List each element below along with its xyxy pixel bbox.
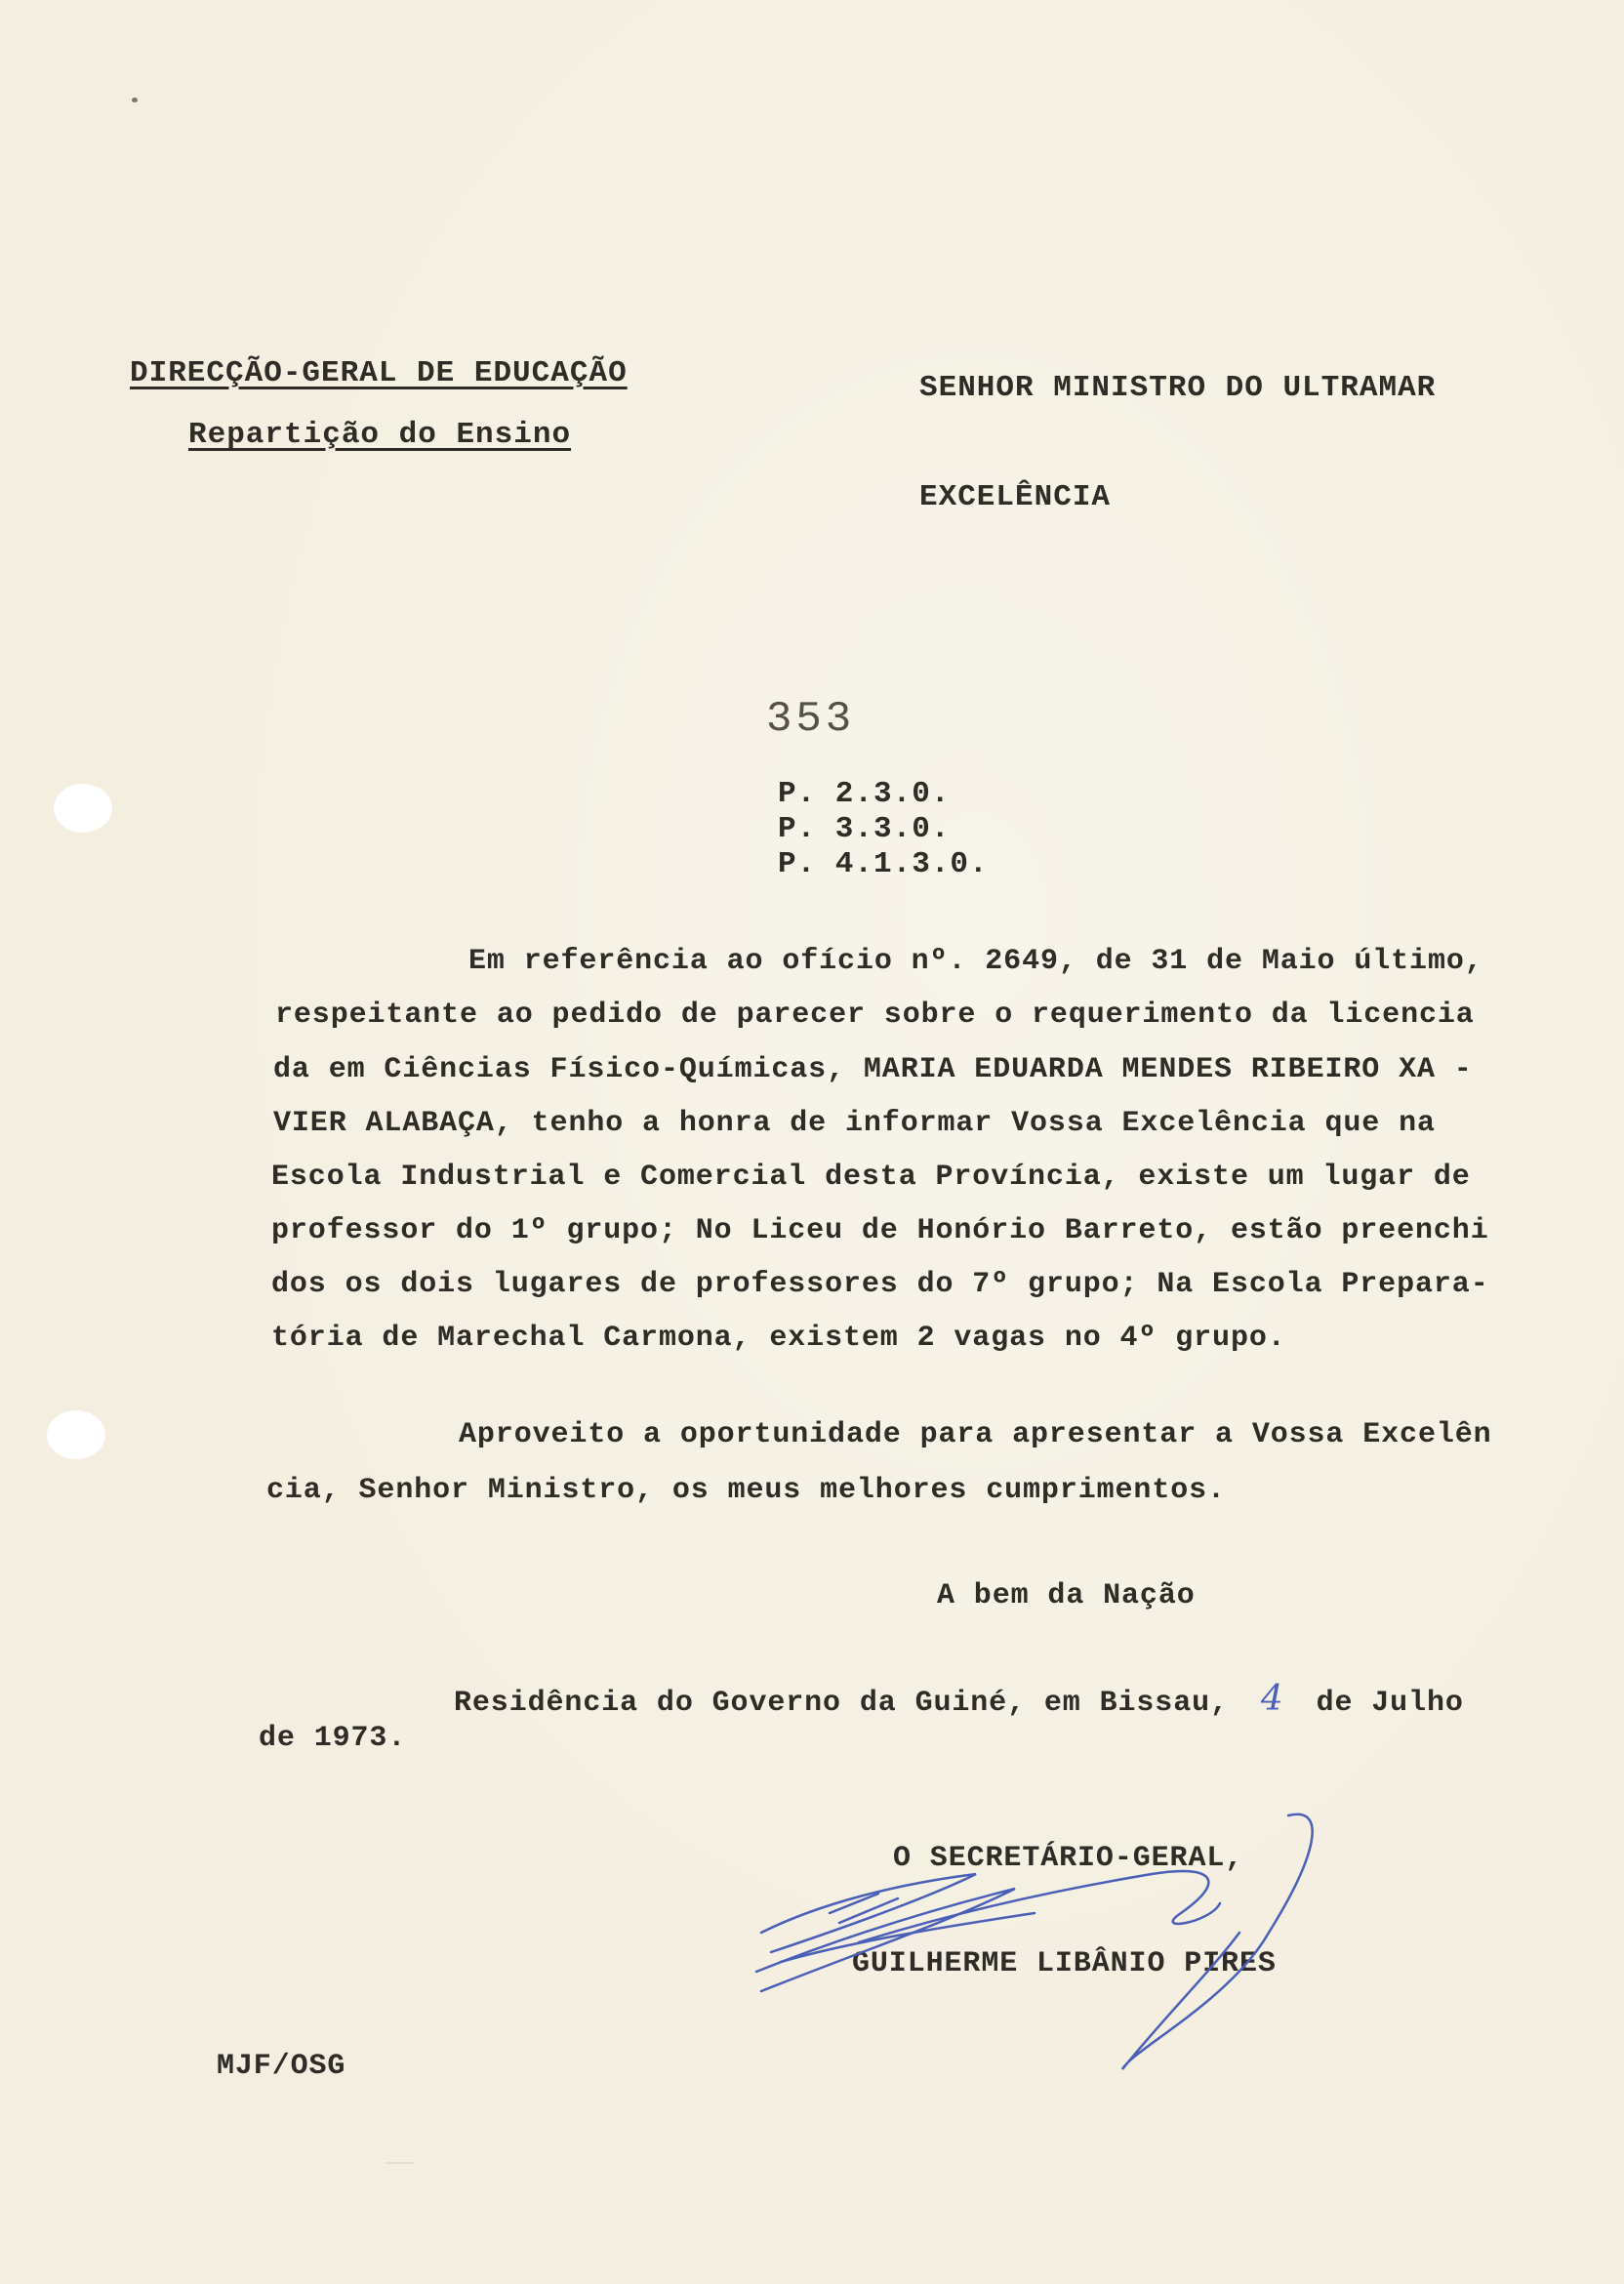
place-date-line <box>454 1679 1464 1720</box>
body-line: Em referência ao ofício nº. 2649, de 31 de Maio último, <box>468 945 1483 978</box>
body-line: cia, Senhor Ministro, os meus melhores cumprimentos. <box>266 1474 1226 1507</box>
handwritten-signature <box>742 1796 1347 2089</box>
reference-code: P. 2.3.0. <box>778 777 951 811</box>
addressee: SENHOR MINISTRO DO ULTRAMAR <box>919 371 1437 405</box>
department-heading: DIRECÇÃO-GERAL DE EDUCAÇÃO <box>130 356 628 390</box>
reference-code: P. 4.1.3.0. <box>778 847 989 881</box>
signatory-title: O SECRETÁRIO-GERAL, <box>893 1842 1244 1875</box>
reference-number: 353 <box>766 695 856 744</box>
place-date-year: de 1973. <box>259 1722 407 1755</box>
body-line: VIER ALABAÇA, tenho a honra de informar Vossa Excelência que na <box>273 1107 1436 1140</box>
salutation: EXCELÊNCIA <box>919 480 1112 514</box>
signatory-name: GUILHERME LIBÂNIO PIRES <box>852 1947 1277 1980</box>
body-line: Aproveito a oportunidade para apresentar a Vossa Excelên <box>459 1418 1492 1451</box>
closing-formula: A bem da Nação <box>937 1579 1196 1612</box>
reference-code: P. 3.3.0. <box>778 812 951 846</box>
place-date-text: Residência do Governo da Guiné, em Bissau, <box>454 1687 1229 1720</box>
punch-hole-lower <box>47 1410 105 1459</box>
typist-initials: MJF/OSG <box>217 2050 346 2083</box>
body-line: professor do 1º grupo; No Liceu de Honório Barreto, estão preenchi <box>271 1214 1489 1247</box>
body-line: da em Ciências Físico-Químicas, MARIA EDUARDA MENDES RIBEIRO XA - <box>273 1053 1473 1086</box>
body-line: dos os dois lugares de professores do 7º grupo; Na Escola Prepara- <box>271 1268 1489 1301</box>
paper-mark <box>132 98 138 102</box>
paper-mark <box>386 2162 415 2164</box>
body-line: tória de Marechal Carmona, existem 2 vagas no 4º grupo. <box>271 1322 1286 1355</box>
handwritten-day: 4 <box>1260 1679 1284 1719</box>
body-line: respeitante ao pedido de parecer sobre o requerimento da licencia <box>275 999 1475 1032</box>
body-line: Escola Industrial e Comercial desta Província, existe um lugar de <box>271 1161 1471 1194</box>
place-date-month: de Julho <box>1316 1687 1464 1720</box>
section-heading: Repartição do Ensino <box>188 418 572 452</box>
punch-hole-upper <box>54 784 112 833</box>
